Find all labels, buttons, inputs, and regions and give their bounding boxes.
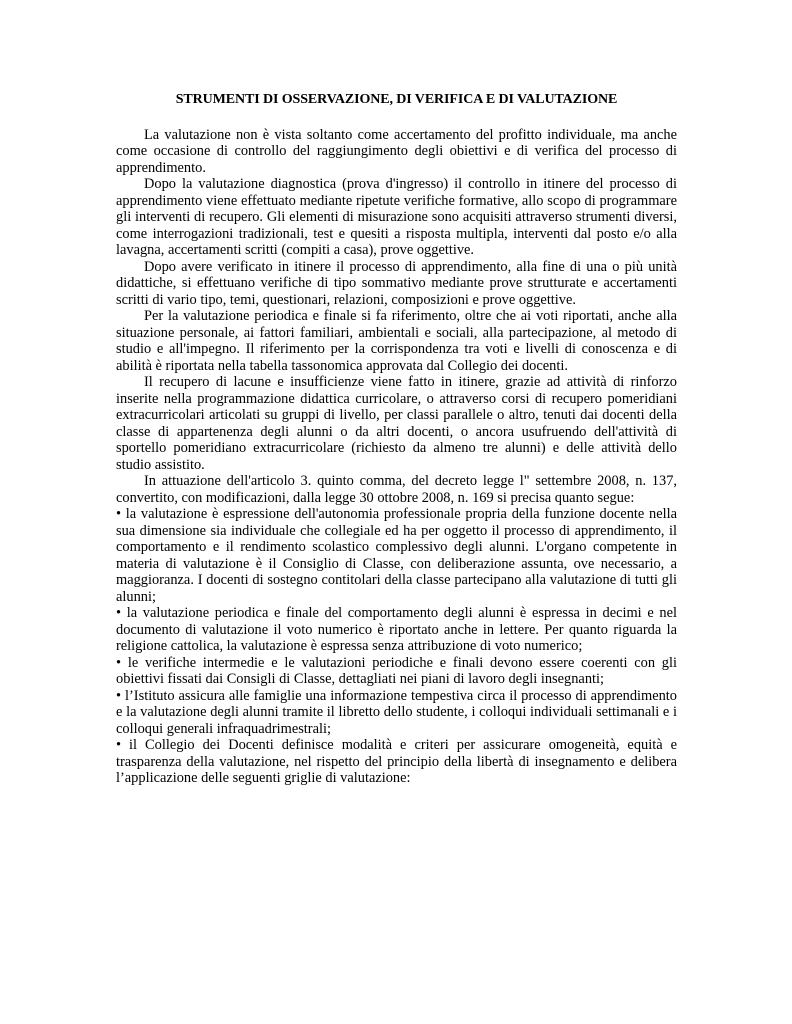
paragraph-law: In attuazione dell'articolo 3. quinto comma, del decreto legge l" settembre 2008, n. 137, convertito, con modificazioni, dalla legge 30 ottobre 2008, n. 169 si precisa quanto segue: <box>116 473 677 506</box>
bullet-item: • il Collegio dei Docenti definisce modalità e criteri per assicurare omogeneità, equità e trasparenza della valutazione, nel rispetto del principio della libertà di insegnamento e delibera l’applicazione delle seguenti griglie di valutazione: <box>116 737 677 786</box>
bullet-item: • la valutazione periodica e finale del comportamento degli alunni è espressa in decimi e nel documento di valutazione il voto numerico è riportato anche in lettere. Per quanto riguarda la religione cattolica, la valutazione è espressa senza attribuzione di voto numerico; <box>116 605 677 654</box>
paragraph-summative: Dopo avere verificato in itinere il processo di apprendimento, alla fine di una o più unità didattiche, si effettuano verifiche di tipo sommativo mediante prove strutturate e accertamenti scritti di vario tipo, temi, questionari, relazioni, composizioni e prove oggettive. <box>116 258 677 308</box>
bullet-item: • l’Istituto assicura alle famiglie una informazione tempestiva circa il processo di apprendimento e la valutazione degli alunni tramite il libretto dello studente, i colloqui individuali settimanali e i colloqui generali infraquadrimestrali; <box>116 687 677 737</box>
paragraph-recovery: Il recupero di lacune e insufficienze viene fatto in itinere, grazie ad attività di rinforzo inserite nella programmazione didattica curricolare, o attraverso corsi di recupero pomeridiani extracurricolari articolati su gruppi di livello, per classi parallele o altro, tenuti dai docenti della classe di appartenenza degli alunni o da altri docenti, o ancora usufruendo dell'attività di sportello pomeridiano extracurricolare (richiesto da almeno tre alunni) e delle attività dello studio assistito. <box>116 374 677 473</box>
paragraph-intro: La valutazione non è vista soltanto come accertamento del profitto individuale, ma anche come occasione di controllo del raggiungimento degli obiettivi e di verifica del processo di apprendimento. <box>116 126 677 176</box>
paragraph-periodic: Per la valutazione periodica e finale si fa riferimento, oltre che ai voti riportati, anche alla situazione personale, ai fattori familiari, ambientali e sociali, alla partecipazione, al metodo di studio e all'impegno. Il riferimento per la corrispondenza tra voti e livelli di conoscenza e di abilità è riportata nella tabella tassonomica approvata dal Collegio dei docenti. <box>116 308 677 374</box>
document-page <box>116 92 677 787</box>
bullet-item: • le verifiche intermedie e le valutazioni periodiche e finali devono essere coerenti con gli obiettivi fissati dai Consigli di Classe, dettagliati nei piani di lavoro degli insegnanti; <box>116 654 677 687</box>
paragraph-diagnostic: Dopo la valutazione diagnostica (prova d'ingresso) il controllo in itinere del processo di apprendimento viene effettuato mediante ripetute verifiche formative, allo scopo di programmare gli interventi di recupero. Gli elementi di misurazione sono acquisiti attraverso strumenti diversi, come interrogazioni tradizionali, test e quesiti a risposta multipla, interventi dal posto e/o alla lavagna, accertamenti scritti (compiti a casa), prove oggettive. <box>116 176 677 258</box>
bullet-item: • la valutazione è espressione dell'autonomia professionale propria della funzione docente nella sua dimensione sia individuale che collegiale ed ha per oggetto il processo di apprendimento, il comportamento e il rendimento scolastico complessivo degli alunni. L'organo competente in materia di valutazione è il Consiglio di Classe, con deliberazione assunta, ove necessario, a maggioranza. I docenti di sostegno contitolari della classe partecipano alla valutazione di tutti gli alunni; <box>116 506 677 605</box>
document-title: STRUMENTI DI OSSERVAZIONE, DI VERIFICA E DI VALUTAZIONE <box>175 92 618 107</box>
